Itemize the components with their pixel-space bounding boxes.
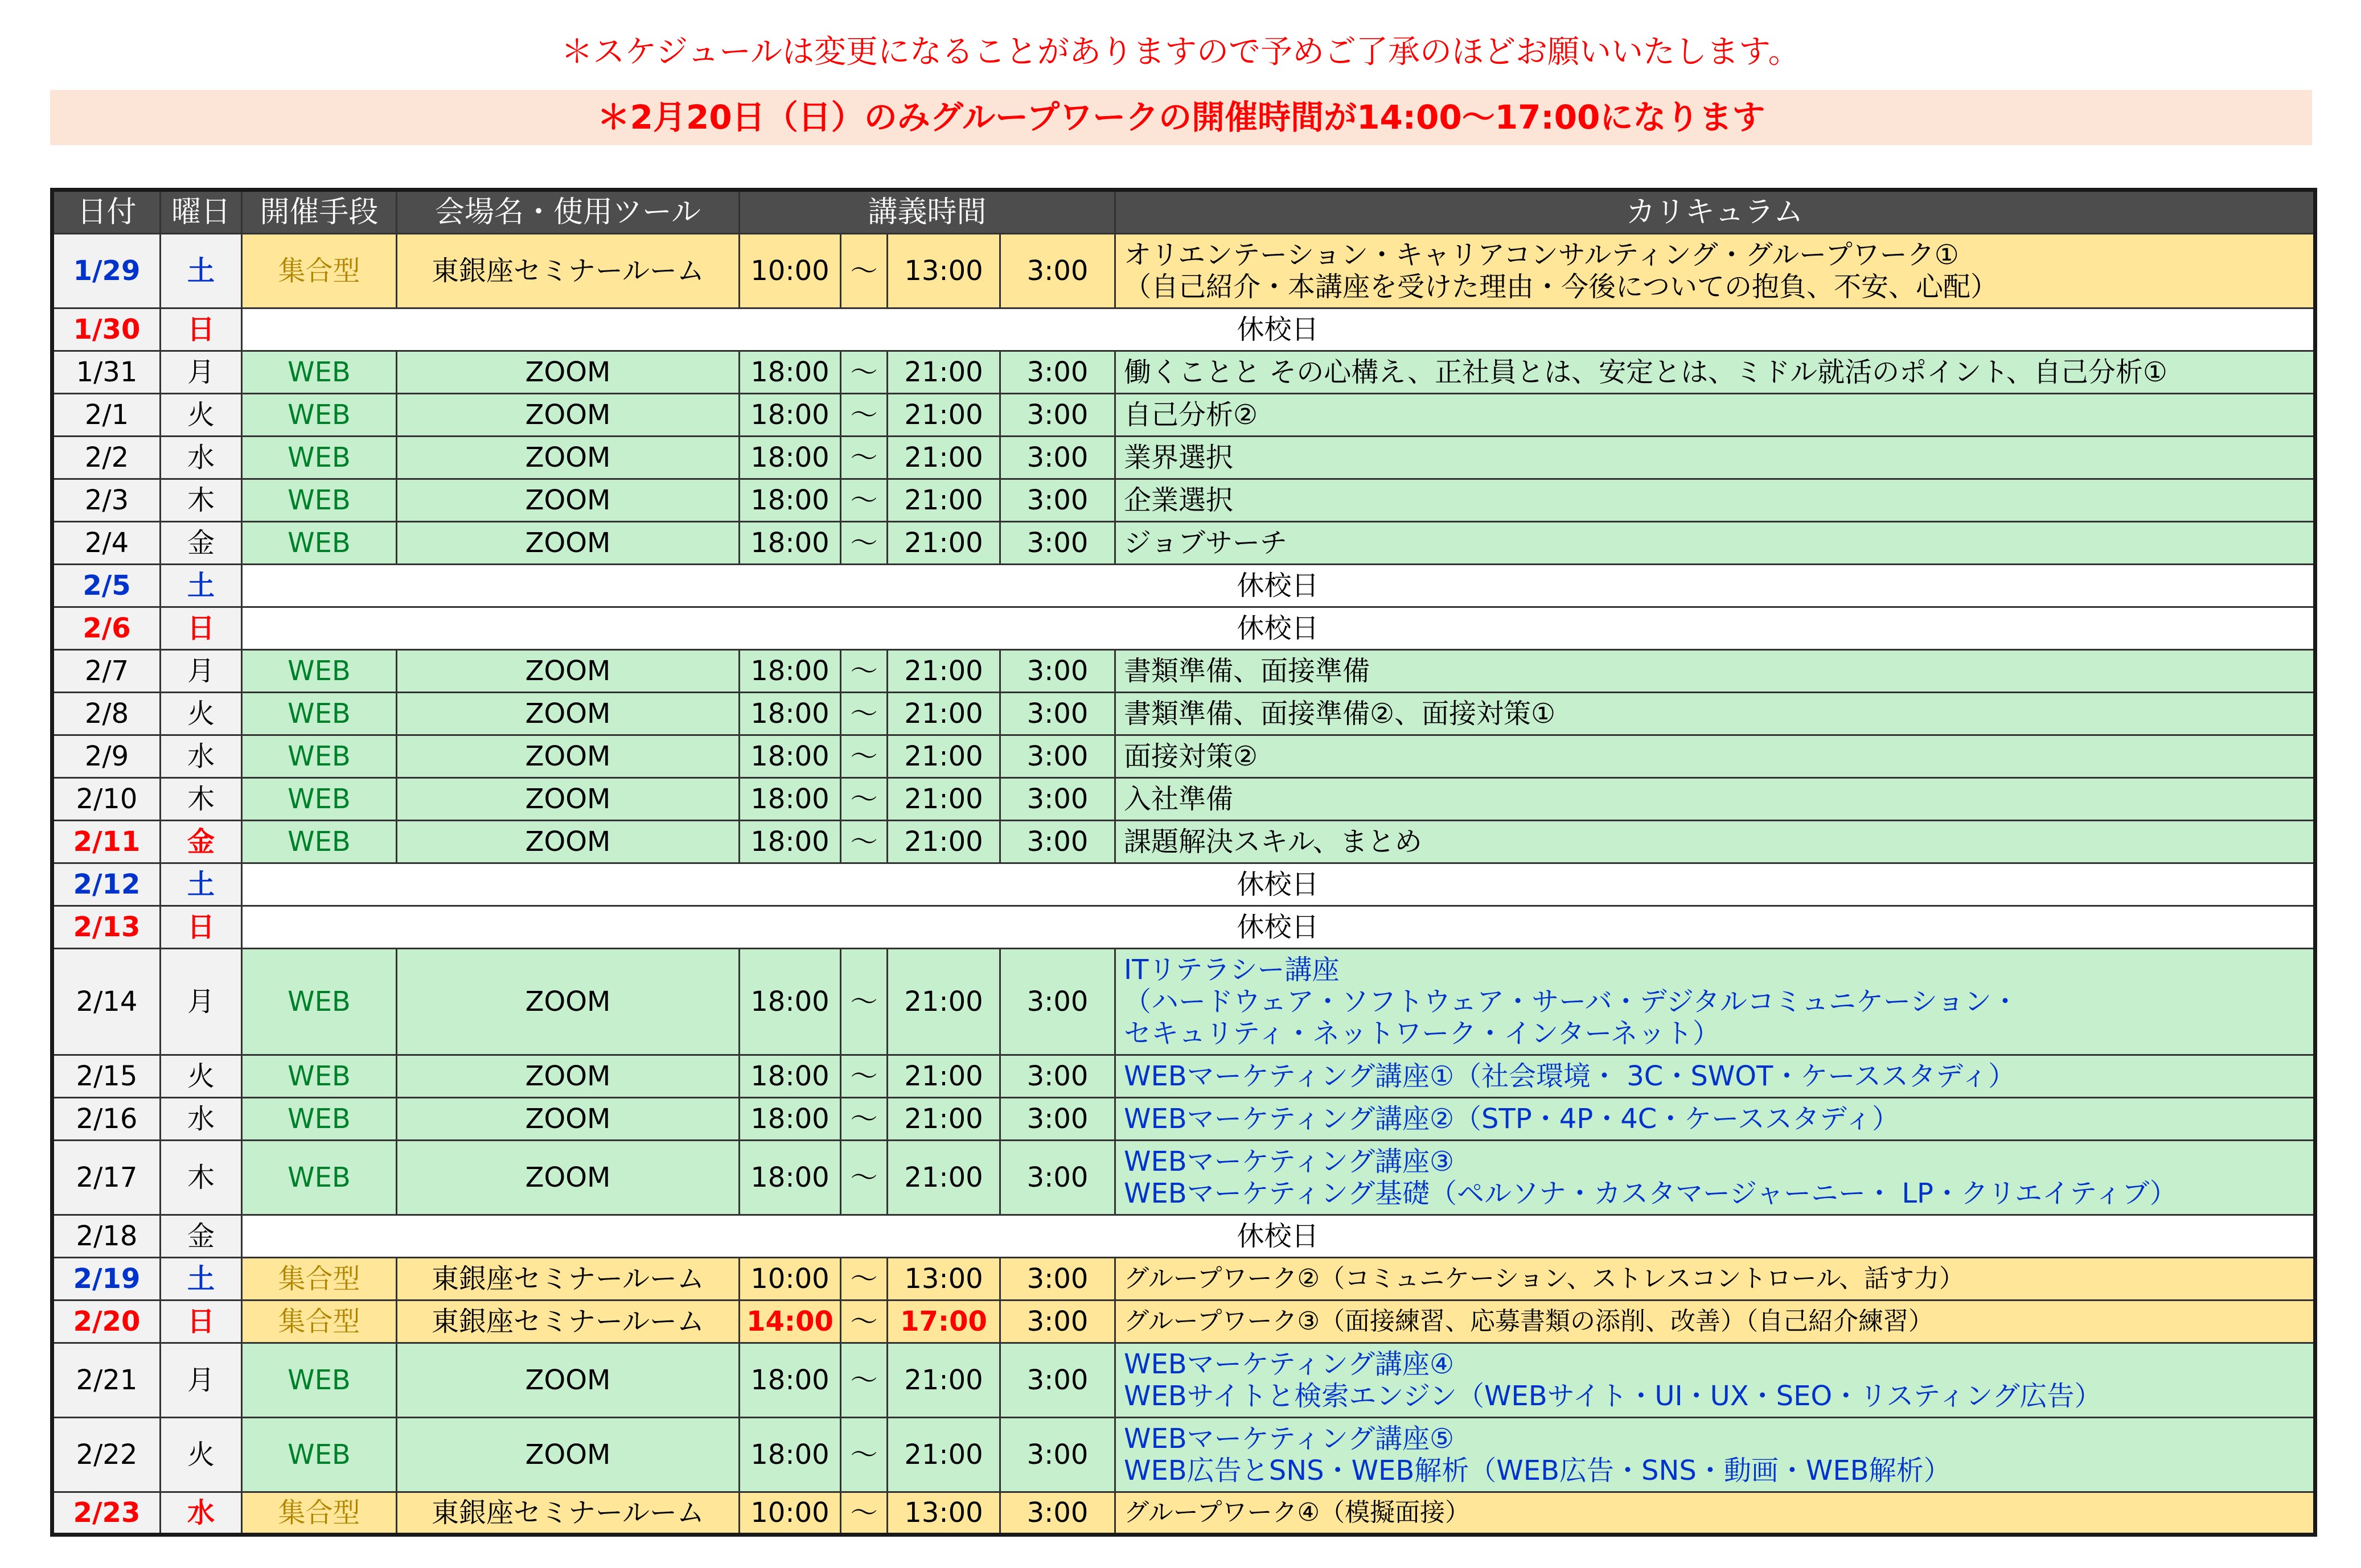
row-start-time: 18:00 (740, 1141, 841, 1215)
row-time-separator: ～ (841, 1301, 888, 1343)
row-end-time: 21:00 (888, 522, 1000, 565)
closed-day-cell: 休校日 (242, 1215, 2315, 1258)
row-date: 2/23 (52, 1492, 161, 1535)
row-time-separator: ～ (841, 1055, 888, 1098)
row-time-separator: ～ (841, 693, 888, 735)
row-end-time: 21:00 (888, 351, 1000, 394)
row-day-of-week: 月 (161, 1343, 242, 1418)
row-start-time: 18:00 (740, 821, 841, 863)
curriculum-line: WEBマーケティング講座③ (1124, 1146, 1455, 1178)
row-duration: 3:00 (1000, 234, 1115, 308)
schedule-row (52, 1492, 2315, 1535)
row-end-time: 17:00 (888, 1301, 1000, 1343)
curriculum-line: オリエンテーション・キャリアコンサルティング・グループワーク① (1124, 239, 1959, 271)
row-date: 2/3 (52, 479, 161, 522)
row-end-time: 13:00 (888, 234, 1000, 308)
row-curriculum (1115, 778, 2315, 821)
curriculum-line: 入社準備 (1124, 783, 1234, 815)
row-end-time: 21:00 (888, 1098, 1000, 1141)
header-curriculum: カリキュラム (1115, 190, 2315, 234)
row-method: WEB (242, 522, 397, 565)
header-method: 開催手段 (242, 190, 397, 234)
curriculum-line: ITリテラシー講座 (1124, 954, 1340, 986)
row-day-of-week: 月 (161, 650, 242, 693)
row-duration: 3:00 (1000, 394, 1115, 437)
row-curriculum (1115, 1418, 2315, 1492)
schedule-row (52, 1301, 2315, 1343)
row-start-time: 18:00 (740, 1055, 841, 1098)
row-end-time: 21:00 (888, 821, 1000, 863)
schedule-row (52, 1098, 2315, 1141)
header-lecture-time: 講義時間 (740, 190, 1115, 234)
row-time-separator: ～ (841, 1343, 888, 1418)
row-day-of-week: 火 (161, 1418, 242, 1492)
row-curriculum (1115, 650, 2315, 693)
row-day-of-week: 日 (161, 607, 242, 650)
row-time-separator: ～ (841, 1098, 888, 1141)
row-day-of-week: 月 (161, 351, 242, 394)
header-day-of-week: 曜日 (161, 190, 242, 234)
row-date: 2/16 (52, 1098, 161, 1141)
row-venue: ZOOM (397, 1055, 740, 1098)
row-duration: 3:00 (1000, 1258, 1115, 1301)
row-method: WEB (242, 1418, 397, 1492)
row-date: 2/17 (52, 1141, 161, 1215)
row-curriculum (1115, 351, 2315, 394)
row-start-time: 10:00 (740, 1492, 841, 1535)
row-method: WEB (242, 351, 397, 394)
row-date: 2/14 (52, 949, 161, 1055)
row-start-time: 10:00 (740, 234, 841, 308)
row-start-time: 10:00 (740, 1258, 841, 1301)
row-end-time: 21:00 (888, 693, 1000, 735)
row-curriculum (1115, 394, 2315, 437)
row-start-time: 18:00 (740, 479, 841, 522)
curriculum-line: WEBサイトと検索エンジン（WEBサイト・UI・UX・SEO・リスティング広告） (1124, 1380, 2102, 1412)
row-duration: 3:00 (1000, 1418, 1115, 1492)
row-time-separator: ～ (841, 394, 888, 437)
row-start-time: 18:00 (740, 1343, 841, 1418)
row-day-of-week: 水 (161, 1492, 242, 1535)
row-date: 2/20 (52, 1301, 161, 1343)
schedule-row (52, 949, 2315, 1055)
schedule-row (52, 906, 2315, 949)
row-time-separator: ～ (841, 1258, 888, 1301)
schedule-row (52, 1418, 2315, 1492)
curriculum-line: （ハードウェア・ソフトウェア・サーバ・デジタルコミュニケーション・ (1124, 986, 2019, 1018)
row-time-separator: ～ (841, 821, 888, 863)
row-duration: 3:00 (1000, 351, 1115, 394)
row-venue: ZOOM (397, 437, 740, 479)
row-venue: ZOOM (397, 778, 740, 821)
row-method: WEB (242, 1098, 397, 1141)
row-method: WEB (242, 437, 397, 479)
row-method: 集合型 (242, 1492, 397, 1535)
row-duration: 3:00 (1000, 1141, 1115, 1215)
row-date: 2/22 (52, 1418, 161, 1492)
row-day-of-week: 土 (161, 1258, 242, 1301)
row-date: 2/11 (52, 821, 161, 863)
row-method: 集合型 (242, 234, 397, 308)
row-day-of-week: 金 (161, 821, 242, 863)
row-duration: 3:00 (1000, 522, 1115, 565)
row-method: WEB (242, 778, 397, 821)
schedule-row (52, 234, 2315, 308)
row-day-of-week: 火 (161, 693, 242, 735)
row-end-time: 21:00 (888, 1141, 1000, 1215)
row-curriculum (1115, 1098, 2315, 1141)
closed-day-cell: 休校日 (242, 863, 2315, 906)
row-time-separator: ～ (841, 437, 888, 479)
row-date: 2/13 (52, 906, 161, 949)
row-day-of-week: 金 (161, 1215, 242, 1258)
row-venue: ZOOM (397, 1141, 740, 1215)
curriculum-line: （自己紹介・本講座を受けた理由・今後についての抱負、不安、心配） (1124, 271, 1998, 303)
schedule-row (52, 650, 2315, 693)
row-start-time: 18:00 (740, 693, 841, 735)
curriculum-line: 働くことと その心構え、正社員とは、安定とは、ミドル就活のポイント、自己分析① (1124, 356, 2167, 388)
row-day-of-week: 土 (161, 234, 242, 308)
schedule-row (52, 1215, 2315, 1258)
row-method: WEB (242, 693, 397, 735)
row-end-time: 21:00 (888, 650, 1000, 693)
schedule-row (52, 607, 2315, 650)
closed-day-cell: 休校日 (242, 308, 2315, 351)
row-duration: 3:00 (1000, 778, 1115, 821)
row-curriculum (1115, 735, 2315, 778)
row-end-time: 21:00 (888, 1418, 1000, 1492)
row-day-of-week: 日 (161, 308, 242, 351)
row-method: 集合型 (242, 1258, 397, 1301)
row-venue: ZOOM (397, 394, 740, 437)
row-method: WEB (242, 1141, 397, 1215)
row-end-time: 21:00 (888, 949, 1000, 1055)
row-duration: 3:00 (1000, 693, 1115, 735)
row-method: WEB (242, 1343, 397, 1418)
row-curriculum (1115, 693, 2315, 735)
row-venue: ZOOM (397, 949, 740, 1055)
row-method: WEB (242, 394, 397, 437)
header-date: 日付 (52, 190, 161, 234)
row-start-time: 18:00 (740, 522, 841, 565)
row-venue: ZOOM (397, 1343, 740, 1418)
row-start-time: 18:00 (740, 394, 841, 437)
schedule-row (52, 479, 2315, 522)
curriculum-line: セキュリティ・ネットワーク・インターネット） (1124, 1018, 1720, 1050)
curriculum-line: 書類準備、面接準備 (1124, 655, 1370, 687)
closed-day-cell: 休校日 (242, 565, 2315, 607)
row-date: 1/29 (52, 234, 161, 308)
row-venue: 東銀座セミナールーム (397, 1492, 740, 1535)
row-duration: 3:00 (1000, 650, 1115, 693)
row-time-separator: ～ (841, 234, 888, 308)
curriculum-line: WEB広告とSNS・WEB解析（WEB広告・SNS・動画・WEB解析） (1124, 1455, 1951, 1487)
row-time-separator: ～ (841, 735, 888, 778)
row-duration: 3:00 (1000, 1301, 1115, 1343)
row-venue: ZOOM (397, 1418, 740, 1492)
row-start-time: 18:00 (740, 437, 841, 479)
schedule-row (52, 1343, 2315, 1418)
row-method: WEB (242, 1055, 397, 1098)
row-venue: ZOOM (397, 735, 740, 778)
row-venue: ZOOM (397, 821, 740, 863)
row-curriculum (1115, 1055, 2315, 1098)
row-date: 2/15 (52, 1055, 161, 1098)
row-date: 2/12 (52, 863, 161, 906)
schedule-row (52, 437, 2315, 479)
row-curriculum (1115, 1258, 2315, 1301)
schedule-row (52, 778, 2315, 821)
row-date: 1/30 (52, 308, 161, 351)
schedule-change-notice: ＊スケジュールは変更になることがありますので予めご了承のほどお願いいたします。 (561, 34, 1800, 71)
schedule-table (50, 188, 2317, 1537)
row-time-separator: ～ (841, 522, 888, 565)
curriculum-line: ジョブサーチ (1124, 527, 1288, 559)
row-time-separator: ～ (841, 650, 888, 693)
row-start-time: 18:00 (740, 778, 841, 821)
row-curriculum (1115, 1301, 2315, 1343)
row-date: 2/7 (52, 650, 161, 693)
row-end-time: 21:00 (888, 1055, 1000, 1098)
curriculum-line: 書類準備、面接準備②、面接対策① (1124, 698, 1556, 730)
special-time-notice: ＊2月20日（日）のみグループワークの開催時間が14:00～17:00になります (50, 90, 2312, 145)
row-day-of-week: 火 (161, 1055, 242, 1098)
row-curriculum (1115, 437, 2315, 479)
row-curriculum (1115, 1343, 2315, 1418)
row-date: 2/4 (52, 522, 161, 565)
curriculum-line: WEBマーケティング講座④ (1124, 1348, 1455, 1380)
curriculum-line: WEBマーケティング講座②（STP・4P・4C・ケーススタディ） (1124, 1103, 1900, 1135)
row-time-separator: ～ (841, 1418, 888, 1492)
row-date: 2/8 (52, 693, 161, 735)
row-end-time: 21:00 (888, 778, 1000, 821)
row-venue: ZOOM (397, 351, 740, 394)
row-time-separator: ～ (841, 479, 888, 522)
row-duration: 3:00 (1000, 437, 1115, 479)
row-date: 2/1 (52, 394, 161, 437)
row-start-time: 18:00 (740, 735, 841, 778)
row-end-time: 21:00 (888, 735, 1000, 778)
row-curriculum (1115, 1492, 2315, 1535)
row-end-time: 21:00 (888, 1343, 1000, 1418)
schedule-row (52, 1141, 2315, 1215)
row-start-time: 18:00 (740, 1098, 841, 1141)
row-time-separator: ～ (841, 1141, 888, 1215)
schedule-row (52, 735, 2315, 778)
row-time-separator: ～ (841, 949, 888, 1055)
row-date: 2/5 (52, 565, 161, 607)
curriculum-line: WEBマーケティング講座①（社会環境・ 3C・SWOT・ケーススタディ） (1124, 1060, 2016, 1092)
row-date: 2/9 (52, 735, 161, 778)
row-day-of-week: 木 (161, 1141, 242, 1215)
row-venue: ZOOM (397, 650, 740, 693)
header-venue: 会場名・使用ツール (397, 190, 740, 234)
row-duration: 3:00 (1000, 1343, 1115, 1418)
row-date: 2/19 (52, 1258, 161, 1301)
row-day-of-week: 日 (161, 906, 242, 949)
row-start-time: 18:00 (740, 650, 841, 693)
row-duration: 3:00 (1000, 1055, 1115, 1098)
row-method: WEB (242, 735, 397, 778)
row-end-time: 21:00 (888, 437, 1000, 479)
curriculum-line: 面接対策② (1124, 740, 1258, 772)
row-venue: ZOOM (397, 1098, 740, 1141)
row-time-separator: ～ (841, 1492, 888, 1535)
row-venue: ZOOM (397, 693, 740, 735)
curriculum-line: グループワーク④（模擬面接） (1124, 1498, 1470, 1527)
row-duration: 3:00 (1000, 1492, 1115, 1535)
row-curriculum (1115, 522, 2315, 565)
row-day-of-week: 木 (161, 778, 242, 821)
row-day-of-week: 月 (161, 949, 242, 1055)
row-day-of-week: 水 (161, 735, 242, 778)
schedule-row (52, 522, 2315, 565)
row-curriculum (1115, 234, 2315, 308)
row-day-of-week: 水 (161, 1098, 242, 1141)
header-row (52, 190, 2315, 234)
curriculum-line: グループワーク③（面接練習、応募書類の添削、改善）（自己紹介練習） (1124, 1307, 1933, 1336)
schedule-row (52, 863, 2315, 906)
row-date: 2/2 (52, 437, 161, 479)
row-end-time: 13:00 (888, 1492, 1000, 1535)
row-end-time: 21:00 (888, 394, 1000, 437)
row-time-separator: ～ (841, 351, 888, 394)
curriculum-line: 企業選択 (1124, 484, 1234, 516)
row-curriculum (1115, 949, 2315, 1055)
schedule-row (52, 1258, 2315, 1301)
row-curriculum (1115, 1141, 2315, 1215)
curriculum-line: グループワーク②（コミュニケーション、ストレスコントロール、話す力） (1124, 1264, 1965, 1293)
row-start-time: 18:00 (740, 949, 841, 1055)
row-venue: 東銀座セミナールーム (397, 1301, 740, 1343)
row-day-of-week: 木 (161, 479, 242, 522)
row-venue: ZOOM (397, 479, 740, 522)
closed-day-cell: 休校日 (242, 906, 2315, 949)
row-curriculum (1115, 479, 2315, 522)
row-method: WEB (242, 821, 397, 863)
schedule-row (52, 351, 2315, 394)
row-end-time: 21:00 (888, 479, 1000, 522)
closed-day-cell: 休校日 (242, 607, 2315, 650)
schedule-row (52, 693, 2315, 735)
row-day-of-week: 火 (161, 394, 242, 437)
row-duration: 3:00 (1000, 949, 1115, 1055)
row-end-time: 13:00 (888, 1258, 1000, 1301)
row-day-of-week: 土 (161, 863, 242, 906)
row-date: 2/10 (52, 778, 161, 821)
schedule-row (52, 821, 2315, 863)
row-day-of-week: 日 (161, 1301, 242, 1343)
row-day-of-week: 水 (161, 437, 242, 479)
schedule-row (52, 565, 2315, 607)
curriculum-line: WEBマーケティング基礎（ペルソナ・カスタマージャーニー・ LP・クリエイティブ） (1124, 1178, 2177, 1209)
row-date: 2/6 (52, 607, 161, 650)
row-duration: 3:00 (1000, 821, 1115, 863)
curriculum-line: WEBマーケティング講座⑤ (1124, 1423, 1455, 1455)
row-duration: 3:00 (1000, 1098, 1115, 1141)
row-venue: ZOOM (397, 522, 740, 565)
schedule-row (52, 308, 2315, 351)
schedule-row (52, 1055, 2315, 1098)
row-method: 集合型 (242, 1301, 397, 1343)
row-day-of-week: 金 (161, 522, 242, 565)
row-start-time: 18:00 (740, 1418, 841, 1492)
row-venue: 東銀座セミナールーム (397, 234, 740, 308)
row-curriculum (1115, 821, 2315, 863)
schedule-row (52, 394, 2315, 437)
row-start-time: 18:00 (740, 351, 841, 394)
row-method: WEB (242, 949, 397, 1055)
row-method: WEB (242, 650, 397, 693)
curriculum-line: 課題解決スキル、まとめ (1124, 826, 1422, 858)
row-date: 1/31 (52, 351, 161, 394)
row-date: 2/21 (52, 1343, 161, 1418)
row-time-separator: ～ (841, 778, 888, 821)
row-method: WEB (242, 479, 397, 522)
row-duration: 3:00 (1000, 479, 1115, 522)
row-date: 2/18 (52, 1215, 161, 1258)
row-duration: 3:00 (1000, 735, 1115, 778)
curriculum-line: 自己分析② (1124, 399, 1258, 431)
row-venue: 東銀座セミナールーム (397, 1258, 740, 1301)
row-start-time: 14:00 (740, 1301, 841, 1343)
row-day-of-week: 土 (161, 565, 242, 607)
curriculum-line: 業界選択 (1124, 442, 1234, 474)
schedule-body (52, 234, 2315, 1535)
